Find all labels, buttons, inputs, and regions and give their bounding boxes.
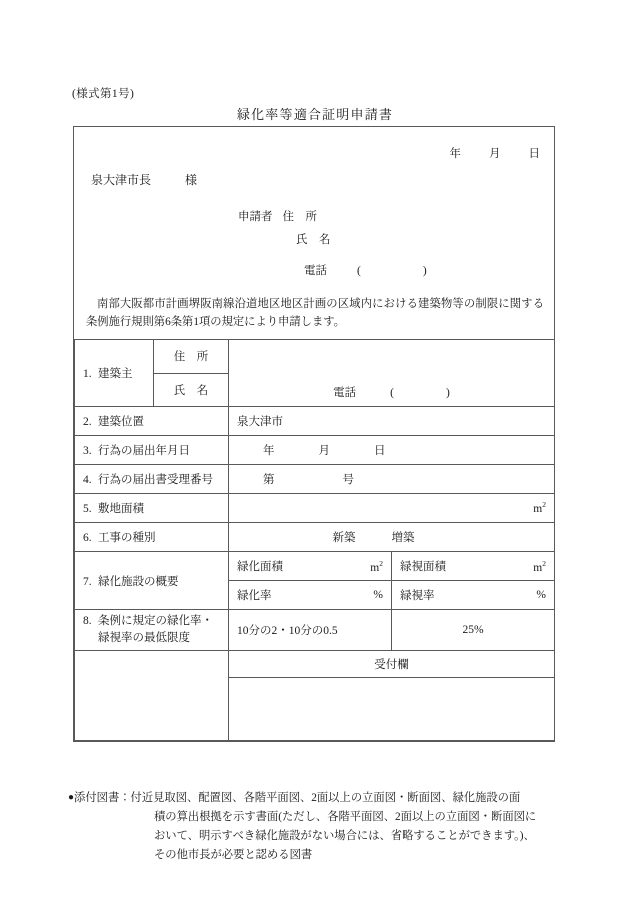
application-statement: 南部大阪都市計画堺阪南線沿道地区地区計画の区域内における建築物等の制限に関する条例施行規則第6条第1項の規定により申請します。 bbox=[86, 298, 544, 328]
table-row-reception-header bbox=[75, 651, 555, 678]
table-row-builder bbox=[75, 340, 555, 374]
bullet-icon: ● bbox=[68, 792, 75, 803]
row7-green-ratio-cell bbox=[229, 581, 392, 610]
form-header-section bbox=[74, 127, 554, 339]
reception-body-cell[interactable] bbox=[229, 678, 555, 741]
row3-label-cell bbox=[75, 436, 229, 465]
row1-paren-open: ( bbox=[390, 387, 394, 399]
row7-label: 緑化施設の概要 bbox=[98, 575, 179, 588]
row2-value-cell: 泉大津市 bbox=[229, 407, 555, 436]
footnote-line-1 bbox=[68, 788, 568, 808]
form-code-label: (様式第1号) bbox=[72, 88, 135, 100]
row1-paren-close: ) bbox=[446, 387, 450, 399]
table-row-notification-date bbox=[75, 436, 555, 465]
row7-green-view-area-label: 緑視面積 bbox=[400, 561, 446, 573]
row4-value-cell bbox=[229, 465, 555, 494]
row1-name-label-cell: 氏 名 bbox=[154, 373, 229, 407]
row8-label-cell bbox=[75, 610, 229, 651]
row5-label-cell bbox=[75, 494, 229, 523]
row7-label-cell bbox=[75, 552, 229, 610]
table-row-minimum-ratio bbox=[75, 610, 555, 651]
row2-number: 2. bbox=[83, 416, 92, 428]
row2-label: 建築位置 bbox=[98, 416, 144, 428]
row6-number: 6. bbox=[83, 532, 92, 544]
addressee-line bbox=[91, 171, 197, 188]
applicant-address-label: 住 所 bbox=[282, 211, 317, 223]
row7-green-view-ratio-unit: % bbox=[536, 589, 546, 601]
attachments-footnote bbox=[68, 788, 568, 865]
row7-green-view-ratio-label: 緑視率 bbox=[400, 590, 435, 602]
table-row-work-type bbox=[75, 523, 555, 552]
row4-label: 行為の届出書受理番号 bbox=[98, 474, 213, 486]
row5-value-cell bbox=[229, 494, 555, 523]
row8-value-right-cell: 25% bbox=[392, 610, 555, 651]
row6-label: 工事の種別 bbox=[98, 532, 156, 544]
table-row-green-facility bbox=[75, 552, 555, 581]
row7-green-area-unit: $m^2$ bbox=[370, 558, 383, 574]
row1-telephone-line bbox=[237, 384, 546, 400]
telephone-paren-open: ( bbox=[357, 265, 361, 277]
row1-number: 1. bbox=[83, 368, 92, 380]
row5-label: 敷地面積 bbox=[98, 503, 144, 515]
applicant-telephone-line bbox=[304, 262, 427, 278]
row1-address-label-cell: 住 所 bbox=[154, 340, 229, 374]
submission-date-line bbox=[450, 145, 541, 161]
row7-green-area-label: 緑化面積 bbox=[237, 561, 283, 573]
row8-number: 8. bbox=[83, 615, 92, 627]
table-row-site-area bbox=[75, 494, 555, 523]
reception-blank-cell bbox=[75, 651, 229, 741]
row1-label: 建築主 bbox=[98, 368, 133, 380]
footnote-line-3: おいて、明示すべき緑化施設がない場合には、省略することができます。)、 bbox=[154, 830, 535, 842]
row4-dai-label: 第 bbox=[263, 474, 275, 486]
row1-label-cell bbox=[75, 340, 154, 407]
row8-label-line1: 条例に規定の緑化率・ bbox=[98, 615, 213, 627]
date-month-label: 月 bbox=[489, 148, 501, 160]
row7-green-area-cell bbox=[229, 552, 392, 581]
row4-go-label: 号 bbox=[342, 474, 354, 486]
row7-number: 7. bbox=[83, 575, 92, 588]
row8-value-left-cell: 10分の2・10分の0.5 bbox=[229, 610, 392, 651]
row3-label: 行為の届出年月日 bbox=[98, 445, 190, 457]
row6-label-cell bbox=[75, 523, 229, 552]
applicant-telephone-label: 電話 bbox=[304, 265, 327, 277]
page-title: 緑化率等適合証明申請書 bbox=[236, 107, 394, 122]
row7-green-view-area-unit: $m^2$ bbox=[533, 558, 546, 574]
row3-number: 3. bbox=[83, 445, 92, 457]
row5-unit: $m^2$ bbox=[533, 500, 546, 516]
row7-green-ratio-label: 緑化率 bbox=[237, 590, 272, 602]
row1-telephone-label: 電話 bbox=[333, 387, 357, 399]
row6-option-new[interactable]: 新築 bbox=[332, 532, 356, 544]
row7-green-view-ratio-cell bbox=[392, 581, 555, 610]
table-row-receipt-number bbox=[75, 465, 555, 494]
row7-green-view-area-cell bbox=[392, 552, 555, 581]
row1-value-cell bbox=[229, 340, 555, 407]
application-form-box bbox=[73, 126, 555, 742]
row3-day-label: 日 bbox=[374, 445, 386, 457]
row3-value-cell bbox=[229, 436, 555, 465]
applicant-label: 申請者 bbox=[238, 211, 273, 223]
applicant-block bbox=[238, 206, 331, 252]
row4-label-cell bbox=[75, 465, 229, 494]
footnote-line-4: その他市長が必要と認める図書 bbox=[154, 849, 313, 861]
row7-green-ratio-unit: % bbox=[373, 589, 383, 601]
row8-label-line2: 緑視率の最低限度 bbox=[98, 632, 190, 644]
row3-year-label: 年 bbox=[263, 445, 275, 457]
row2-label-cell bbox=[75, 407, 229, 436]
row6-option-extension[interactable]: 増築 bbox=[391, 532, 415, 544]
reception-header-cell: 受付欄 bbox=[229, 651, 555, 678]
applicant-address-row bbox=[238, 206, 331, 229]
telephone-paren-close: ) bbox=[422, 265, 427, 277]
date-year-label: 年 bbox=[449, 148, 461, 160]
table-row-location bbox=[75, 407, 555, 436]
footnote-line-1-text: 添付図書：付近見取図、配置図、各階平面図、2面以上の立面図・断面図、緑化施設の面 bbox=[74, 792, 521, 804]
applicant-name-row bbox=[238, 229, 331, 252]
row3-month-label: 月 bbox=[318, 445, 330, 457]
applicant-name-label: 氏 名 bbox=[296, 234, 331, 246]
row6-value-cell bbox=[229, 523, 555, 552]
row4-number: 4. bbox=[83, 474, 92, 486]
addressee-name: 泉大津市長 bbox=[91, 173, 152, 187]
date-day-label: 日 bbox=[528, 148, 540, 160]
row5-number: 5. bbox=[83, 503, 92, 515]
footnote-line-2: 積の算出根拠を示す書面(ただし、各階平面図、2面以上の立面図・断面図に bbox=[154, 811, 537, 823]
addressee-honorific: 様 bbox=[185, 173, 198, 187]
application-data-table bbox=[74, 339, 555, 741]
